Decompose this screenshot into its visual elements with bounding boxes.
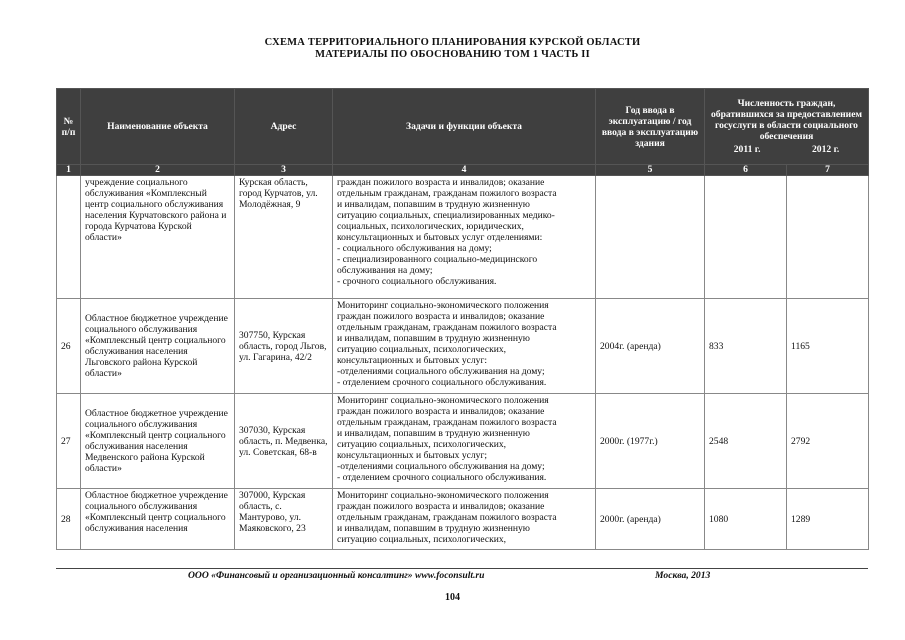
task-line: консультационных и бытовых услуг отделениями: [337,232,543,243]
cell-address: 307750, Курская область, город Льгов, ул. Гагарина, 42/2 [235,299,333,394]
task-line: - социального обслуживания на дому; [337,243,492,254]
header-year-2012: 2012 г. [811,144,840,155]
cell-num: 27 [57,394,81,489]
task-line: ситуацию социальных, психологических, [337,534,507,545]
cell-year: 2000г. (аренда) [596,489,705,550]
cell-tasks [333,489,596,550]
footer-divider [56,568,868,569]
task-line: и инвалидам, попавшим в трудную жизненную [337,199,530,210]
task-line: и инвалидам, попавшим в трудную жизненную [337,333,530,344]
header-year: Год ввода в эксплуатацию / год ввода в эксплуатацию здания [596,89,705,165]
cell-year: 2004г. (аренда) [596,299,705,394]
task-line: - отделением срочного социального обслуживания. [337,377,547,388]
task-line: граждан пожилого возраста и инвалидов; оказание [337,406,545,417]
cell-2011: 1080 [705,489,787,550]
task-line: ситуацию социальных, психологических, [337,344,507,355]
table-row [57,176,869,299]
task-line: Мониторинг социально-экономического положения [337,300,549,311]
cell-num: 28 [57,489,81,550]
table-header-row [57,89,869,165]
task-line: и инвалидам, попавшим в трудную жизненную [337,428,530,439]
cell-tasks [333,299,596,394]
col-number-1: 1 [57,165,81,176]
cell-num: 26 [57,299,81,394]
footer-company: ООО «Финансовый и организационный консалтинг» www.foconsult.ru [188,570,485,581]
table-row [57,489,869,550]
cell-name: Областное бюджетное учреждение социального обслуживания «Комплексный центр социального обслуживания населения Медвенского района Курской области» [81,394,235,489]
objects-table-wrap [56,88,868,550]
task-line: граждан пожилого возраста и инвалидов; оказание [337,501,545,512]
document-title [0,37,905,61]
cell-address: Курская область, город Курчатов, ул. Молодёжная, 9 [235,176,333,299]
cell-name: Областное бюджетное учреждение социального обслуживания «Комплексный центр социального обслуживания населения Льговского района Курской области» [81,299,235,394]
cell-2012: 1165 [787,299,869,394]
task-line: - отделением срочного социального обслуживания. [337,472,547,483]
task-line: граждан пожилого возраста и инвалидов; оказание [337,177,545,188]
task-line: и инвалидам, попавшим в трудную жизненную [337,523,530,534]
title-line-1: СХЕМА ТЕРРИТОРИАЛЬНОГО ПЛАНИРОВАНИЯ КУРСКОЙ ОБЛАСТИ [264,37,641,48]
page-number: 104 [445,592,460,603]
header-tasks: Задачи и функции объекта [333,89,596,165]
col-number-2: 2 [81,165,235,176]
task-line: ситуацию социальных, психологических, [337,439,507,450]
col-number-5: 5 [596,165,705,176]
header-address: Адрес [235,89,333,165]
col-number-3: 3 [235,165,333,176]
task-line: социальных, психологических, юридических, [337,221,524,232]
task-line: отдельным гражданам, гражданам пожилого возраста [337,322,557,333]
cell-2012: 2792 [787,394,869,489]
cell-tasks [333,394,596,489]
title-line-2: МАТЕРИАЛЫ ПО ОБОСНОВАНИЮ ТОМ 1 ЧАСТЬ II [315,49,590,60]
task-line: отдельным гражданам, гражданам пожилого возраста [337,188,557,199]
table-row [57,394,869,489]
cell-name: учреждение социального обслуживания «Комплексный центр социального обслуживания населения Курчатовского района и города Курчатова Курской области» [81,176,235,299]
task-line: отдельным гражданам, гражданам пожилого возраста [337,512,557,523]
cell-num [57,176,81,299]
task-line: -отделениями социального обслуживания на дому; [337,461,545,472]
col-number-6: 6 [705,165,787,176]
cell-2012: 1289 [787,489,869,550]
objects-table [56,88,869,550]
task-line: - срочного социального обслуживания. [337,276,497,287]
task-line: - специализированного социально-медицинского [337,254,538,265]
header-population [705,89,869,165]
cell-2011 [705,176,787,299]
header-year-2011: 2011 г. [733,144,761,155]
table-row [57,299,869,394]
task-line: Мониторинг социально-экономического положения [337,395,549,406]
cell-year [596,176,705,299]
table-column-numbers-row [57,165,869,176]
task-line: -отделениями социального обслуживания на дому; [337,366,545,377]
cell-2011: 833 [705,299,787,394]
task-line: обслуживания на дому; [337,265,433,276]
task-line: отдельным гражданам, гражданам пожилого возраста [337,417,557,428]
col-number-4: 4 [333,165,596,176]
task-line: консультационных и бытовых услуг; [337,450,488,461]
header-population-title: Численность граждан, обратившихся за предоставлением госуслуги в области социального обеспечения [710,98,863,142]
cell-tasks [333,176,596,299]
header-name: Наименование объекта [81,89,235,165]
header-num: № п/п [57,89,81,165]
col-number-7: 7 [787,165,869,176]
task-line: ситуацию социальных, специализированных медико- [337,210,555,221]
cell-address: 307030, Курская область, п. Медвенка, ул. Советская, 68-в [235,394,333,489]
cell-2011: 2548 [705,394,787,489]
task-line: граждан пожилого возраста и инвалидов; оказание [337,311,545,322]
task-line: консультационных и бытовых услуг: [337,355,488,366]
cell-name: Областное бюджетное учреждение социального обслуживания «Комплексный центр социального обслуживания населения [81,489,235,550]
footer-city: Москва, 2013 [655,570,711,581]
cell-year: 2000г. (1977г.) [596,394,705,489]
cell-address: 307000, Курская область, с. Мантурово, ул. Маяковского, 23 [235,489,333,550]
cell-2012 [787,176,869,299]
task-line: Мониторинг социально-экономического положения [337,490,549,501]
